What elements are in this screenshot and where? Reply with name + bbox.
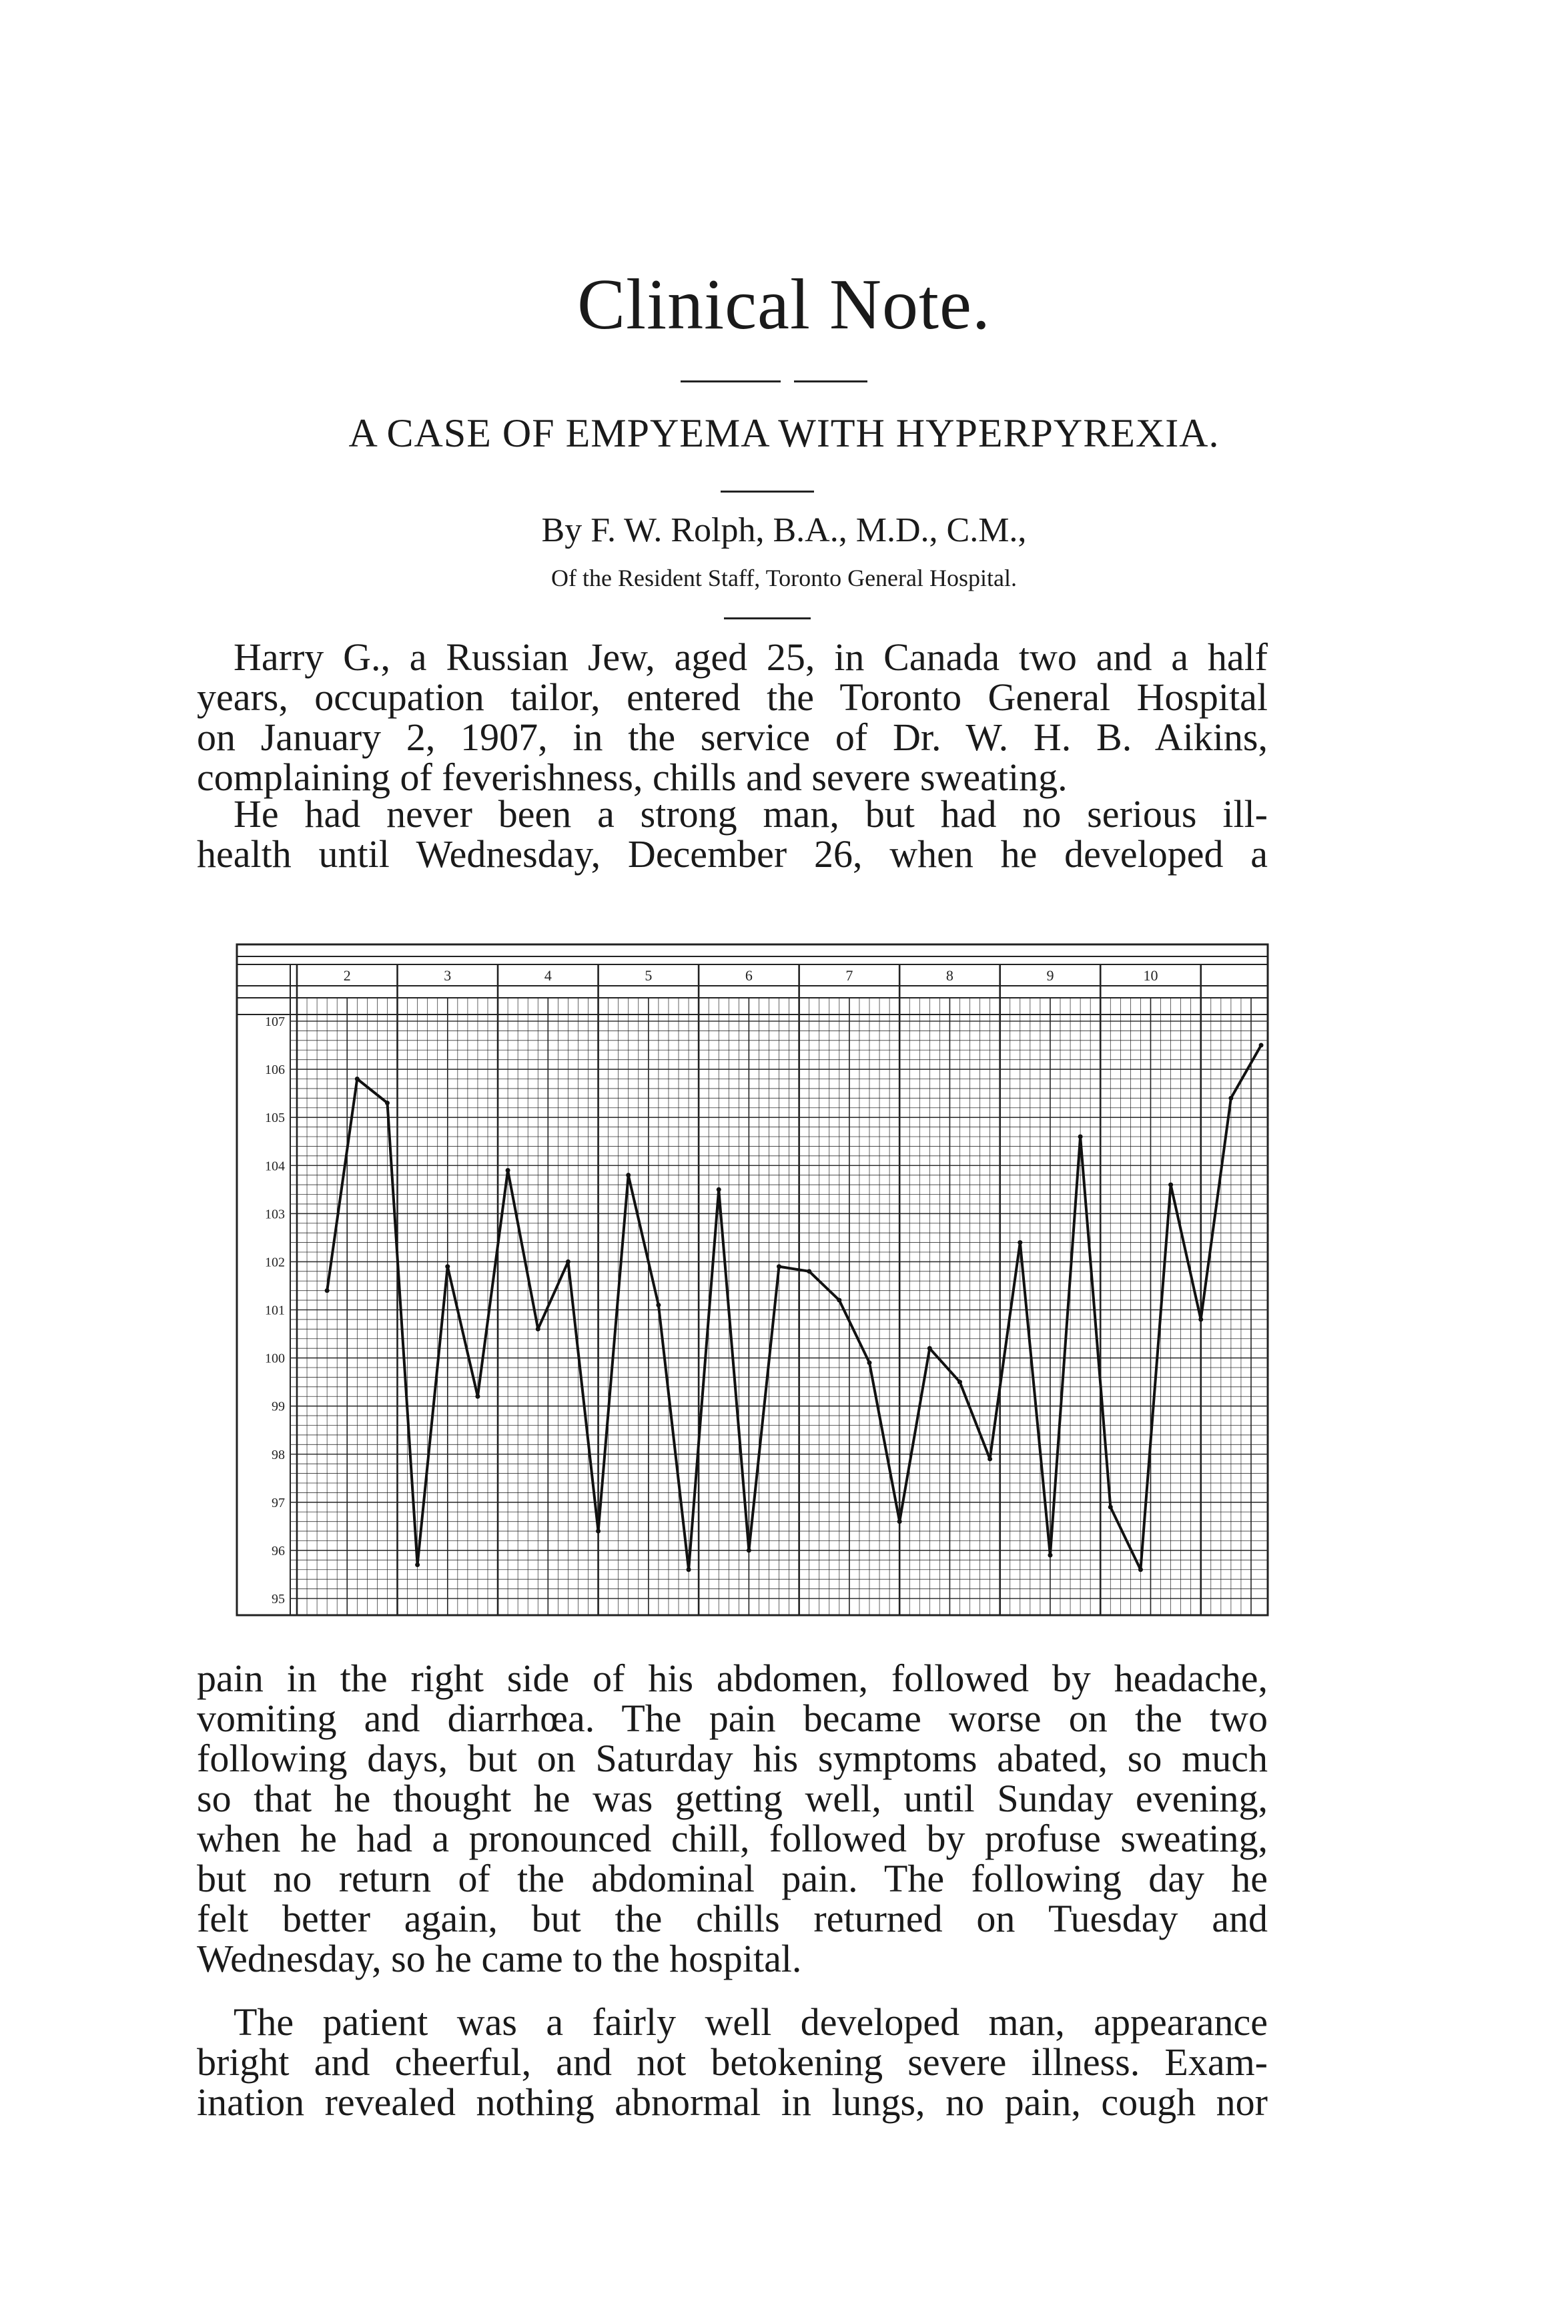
paragraph-1 [197, 637, 1268, 798]
data-point [626, 1173, 631, 1177]
data-point [687, 1567, 691, 1572]
section-title: Clinical Note. [577, 265, 991, 344]
y-tick-label: 95 [272, 1592, 285, 1607]
data-point [1048, 1553, 1052, 1558]
data-point [777, 1264, 781, 1269]
day-label: 3 [444, 967, 452, 984]
text-line: bright and cheerful, and not betokening severe illness. Exam- [197, 2040, 1268, 2084]
data-point [1108, 1505, 1113, 1510]
y-tick-label: 96 [272, 1543, 285, 1558]
data-point [747, 1548, 751, 1552]
y-tick-label: 102 [265, 1255, 285, 1270]
data-point [506, 1168, 510, 1173]
y-tick-label: 104 [265, 1159, 285, 1174]
y-tick-label: 103 [265, 1207, 285, 1222]
y-tick-label: 98 [272, 1447, 285, 1462]
text-line: felt better again, but the chills returned on Tuesday and [197, 1897, 1268, 1940]
text-line: years, occupation tailor, entered the Toronto General Hospital [197, 675, 1268, 719]
text-line: so that he thought he was getting well, until Sunday evening, [197, 1777, 1268, 1820]
data-point [385, 1101, 390, 1105]
text-line: but no return of the abdominal pain. The following day he [197, 1857, 1268, 1900]
data-point [1138, 1567, 1143, 1572]
text-line: following days, but on Saturday his symptoms abated, so much [197, 1737, 1268, 1780]
title-rule-left [681, 380, 781, 382]
y-tick-label: 106 [265, 1063, 285, 1078]
text-line: The patient was a fairly well developed man, appearance [234, 2000, 1268, 2044]
day-label: 9 [1046, 967, 1054, 984]
text-line: when he had a pronounced chill, followed by profuse sweating, [197, 1817, 1268, 1860]
data-point [596, 1529, 601, 1534]
data-point [536, 1327, 540, 1332]
data-point [988, 1456, 992, 1461]
temperature-line [327, 1045, 1261, 1570]
data-point [717, 1187, 721, 1192]
article-title: A CASE OF EMPYEMA WITH HYPERPYREXIA. [348, 411, 1220, 455]
data-point [807, 1269, 811, 1273]
data-point [867, 1360, 872, 1365]
day-label: 8 [945, 967, 953, 984]
data-point [355, 1077, 360, 1081]
text-line: He had never been a strong man, but had no serious ill- [234, 792, 1268, 836]
data-point [927, 1346, 932, 1351]
text-line: vomiting and diarrhœa. The pain became worse on the two [197, 1697, 1268, 1740]
y-tick-label: 99 [272, 1399, 285, 1414]
divider-rule [721, 491, 814, 493]
paragraph-2 [197, 794, 1268, 874]
text-line: Harry G., a Russian Jew, aged 25, in Canada two and a half [234, 635, 1268, 679]
data-point [1168, 1183, 1173, 1187]
y-tick-label: 97 [272, 1495, 285, 1510]
data-point [837, 1298, 841, 1303]
title-rule-right [794, 380, 867, 382]
data-point [325, 1288, 330, 1293]
data-point [957, 1380, 962, 1384]
day-label: 5 [645, 967, 653, 984]
text-line: pain in the right side of his abdomen, followed by headache, [197, 1657, 1268, 1700]
paragraph-3 [197, 1659, 1268, 1979]
day-label: 7 [845, 967, 853, 984]
data-point [1259, 1043, 1264, 1048]
author-affiliation: Of the Resident Staff, Toronto General Hospital. [550, 565, 1017, 591]
text-line: on January 2, 1907, in the service of Dr. W. H. B. Aikins, [197, 715, 1268, 759]
data-point [1198, 1317, 1203, 1322]
day-label: 2 [343, 967, 351, 984]
text-line: complaining of feverishness, chills and severe sweating. [197, 756, 1068, 799]
y-tick-label: 100 [265, 1351, 285, 1366]
y-tick-label: 105 [265, 1111, 285, 1126]
temperature-chart [230, 931, 1271, 1619]
data-point [1228, 1096, 1233, 1101]
data-point [475, 1394, 480, 1399]
data-point [415, 1562, 420, 1567]
day-label: 4 [544, 967, 552, 984]
data-point [656, 1303, 661, 1308]
data-point [1078, 1135, 1083, 1139]
data-point [897, 1519, 902, 1524]
day-label: 6 [745, 967, 753, 984]
y-tick-label: 107 [265, 1014, 285, 1029]
text-line: Wednesday, so he came to the hospital. [197, 1937, 802, 1980]
data-point [445, 1264, 450, 1269]
y-tick-label: 101 [265, 1303, 285, 1318]
day-label: 10 [1143, 967, 1158, 984]
paragraph-4 [197, 2002, 1268, 2122]
author-byline: By F. W. Rolph, B.A., M.D., C.M., [541, 511, 1027, 549]
text-line: ination revealed nothing abnormal in lungs, no pain, cough nor [197, 2080, 1268, 2124]
text-line: health until Wednesday, December 26, when he developed a [197, 832, 1268, 876]
divider-rule [724, 617, 811, 619]
data-point [1018, 1240, 1022, 1245]
data-point [566, 1259, 570, 1264]
